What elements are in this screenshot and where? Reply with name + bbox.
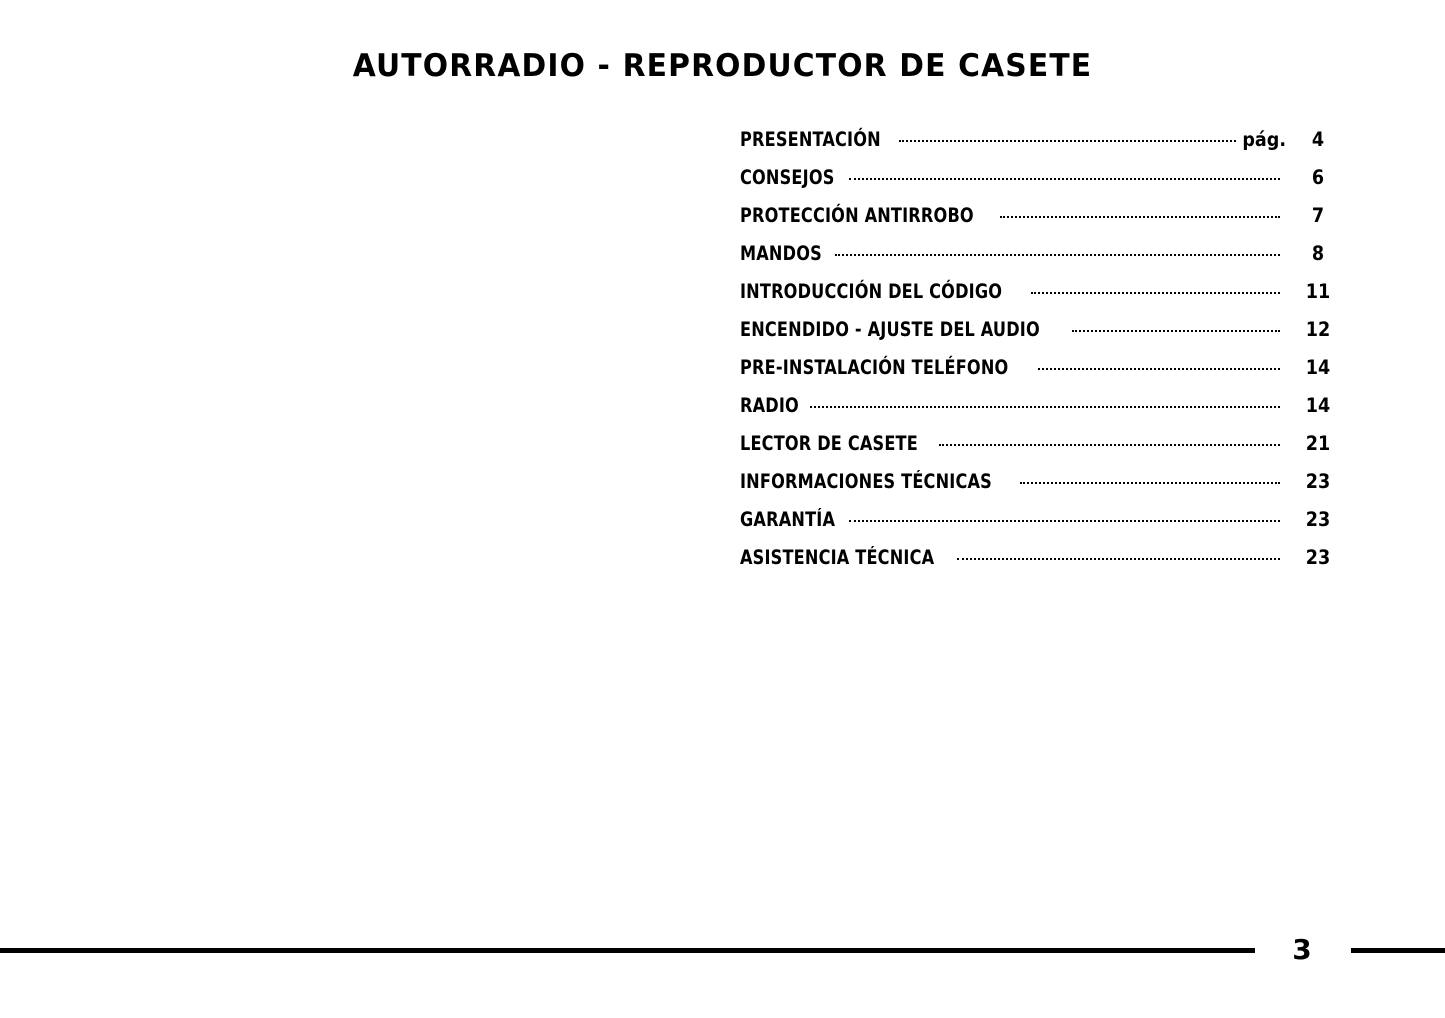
toc-entry[interactable] <box>740 470 1348 508</box>
toc-entry[interactable] <box>740 356 1348 394</box>
toc-entry-label: LECTOR DE CASETE <box>740 432 918 455</box>
page-title: AUTORRADIO - REPRODUCTOR DE CASETE <box>352 48 1093 84</box>
toc-leader-dots <box>899 140 1236 142</box>
toc-entry-label: PROTECCIÓN ANTIRROBO <box>740 204 974 227</box>
toc-entry-label: RADIO <box>740 394 799 417</box>
toc-entry[interactable] <box>740 128 1348 166</box>
footer-rule-left <box>0 948 1255 953</box>
toc-entry-page: 14 <box>1305 394 1331 417</box>
toc-entry-page: 6 <box>1311 166 1325 189</box>
toc-leader-dots <box>849 178 1280 180</box>
toc-entry-pag-label: pág. <box>1242 128 1286 151</box>
toc-leader-dots <box>1031 292 1280 294</box>
toc-entry-page: 4 <box>1311 128 1325 151</box>
footer-page-number: 3 <box>1292 933 1312 966</box>
toc-leader-dots <box>1000 216 1280 218</box>
toc-entry-label: GARANTÍA <box>740 508 836 531</box>
toc-leader-dots <box>835 254 1280 256</box>
toc-entry-page: 23 <box>1305 546 1331 569</box>
toc-entry-page: 8 <box>1311 242 1325 265</box>
toc-leader-dots <box>1020 482 1280 484</box>
toc-entry-label: ENCENDIDO - AJUSTE DEL AUDIO <box>740 318 1040 341</box>
table-of-contents <box>740 128 1348 584</box>
toc-entry-label: MANDOS <box>740 242 822 265</box>
toc-entry-page: 23 <box>1305 508 1331 531</box>
toc-leader-dots <box>849 520 1280 522</box>
toc-entry[interactable] <box>740 546 1348 584</box>
toc-entry[interactable] <box>740 432 1348 470</box>
toc-entry[interactable] <box>740 280 1348 318</box>
toc-entry-label: CONSEJOS <box>740 166 835 189</box>
toc-leader-dots <box>939 444 1280 446</box>
toc-entry[interactable] <box>740 242 1348 280</box>
toc-entry-label: INTRODUCCIÓN DEL CÓDIGO <box>740 280 1003 303</box>
toc-entry-label: PRESENTACIÓN <box>740 128 881 151</box>
toc-leader-dots <box>957 558 1280 560</box>
toc-entry[interactable] <box>740 166 1348 204</box>
toc-entry-page: 12 <box>1305 318 1331 341</box>
toc-entry-page: 23 <box>1305 470 1331 493</box>
toc-entry-page: 11 <box>1305 280 1331 303</box>
toc-entry-label: INFORMACIONES TÉCNICAS <box>740 470 992 493</box>
toc-entry[interactable] <box>740 318 1348 356</box>
page-footer <box>0 930 1445 970</box>
toc-entry-label: PRE-INSTALACIÓN TELÉFONO <box>740 356 1009 379</box>
toc-entry[interactable] <box>740 394 1348 432</box>
toc-leader-dots <box>1072 330 1280 332</box>
toc-entry[interactable] <box>740 508 1348 546</box>
toc-entry-page: 14 <box>1305 356 1331 379</box>
toc-entry-page: 21 <box>1305 432 1331 455</box>
toc-entry-page: 7 <box>1311 204 1325 227</box>
toc-entry-label: ASISTENCIA TÉCNICA <box>740 546 935 569</box>
toc-leader-dots <box>810 406 1280 408</box>
footer-rule-right <box>1351 948 1445 953</box>
toc-entry[interactable] <box>740 204 1348 242</box>
toc-leader-dots <box>1038 368 1280 370</box>
